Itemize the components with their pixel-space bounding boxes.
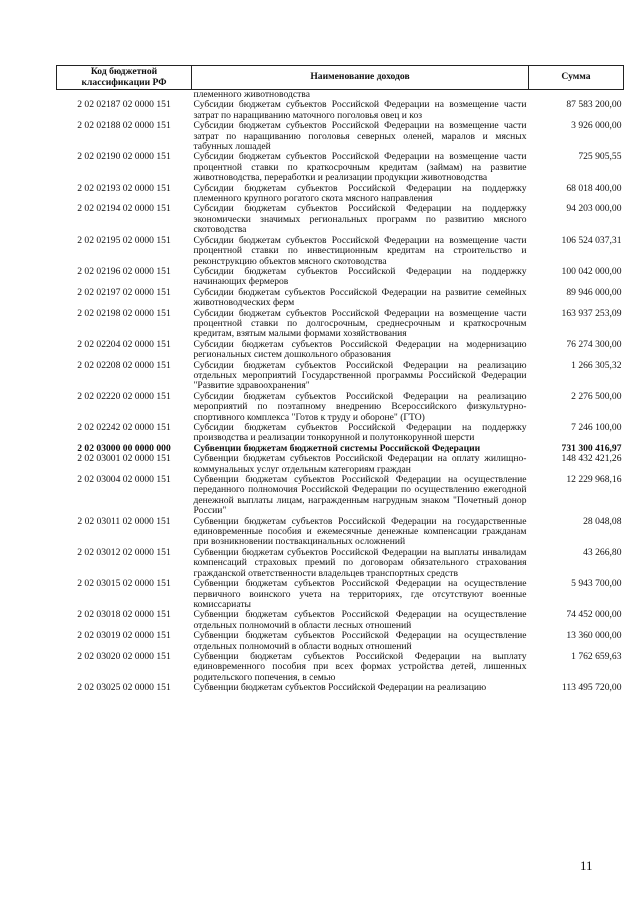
- row-code: 2 02 03018 02 0000 151: [77, 609, 171, 621]
- table-row: [57, 204, 624, 235]
- table-row: [57, 475, 624, 517]
- row-name: племенного животноводства: [193, 89, 310, 100]
- row-sum: 3 926 000,00: [571, 120, 622, 132]
- row-name: Субсидии бюджетам субъектов Российской Федерации на реализацию отдельных мероприятий Государственной программы Российской Федерации "Развитие здравоохранения": [193, 359, 527, 392]
- row-sum: 5 943 700,00: [571, 578, 622, 590]
- revenue-table: [56, 65, 624, 694]
- row-sum: 13 360 000,00: [566, 630, 622, 642]
- row-name: Субвенции бюджетам субъектов Российской Федерации на осуществление отдельных полномочий в области лесных отношений: [193, 609, 527, 631]
- row-code: 2 02 03001 02 0000 151: [77, 453, 171, 465]
- row-sum: 100 042 000,00: [561, 265, 622, 277]
- row-code: 2 02 03025 02 0000 151: [77, 682, 171, 694]
- table-row: [57, 309, 624, 340]
- header-sum: Сумма: [529, 66, 624, 90]
- row-sum: 1 266 305,32: [571, 359, 622, 371]
- row-name: Субсидии бюджетам субъектов Российской Федерации на развитие семейных животноводческих ферм: [193, 286, 527, 309]
- row-name: Субсидии бюджетам субъектов Российской Федерации на модернизацию региональных систем дошкольного образования: [193, 338, 527, 361]
- table-row: [57, 454, 624, 475]
- row-code: 2 02 03019 02 0000 151: [77, 630, 171, 642]
- row-sum: 89 946 000,00: [566, 286, 622, 298]
- row-sum: 113 495 720,00: [561, 682, 622, 694]
- row-name: Субсидии бюджетам субъектов Российской Федерации на возмещение части процентной ставки по долгосрочным, среднесрочным и краткосрочным кредитам, взятым малыми формами хозяйствования: [193, 307, 527, 340]
- row-code: 2 02 03000 00 0000 000: [77, 442, 171, 454]
- row-name: Субсидии бюджетам субъектов Российской Федерации на поддержку производства и реализации тонкорунной и полутонкорунной шерсти: [193, 422, 527, 444]
- page-number: 11: [580, 858, 593, 873]
- row-sum: 76 274 300,00: [566, 338, 622, 350]
- table-row: [57, 631, 624, 652]
- row-sum: 94 203 000,00: [566, 203, 622, 215]
- row-code: 2 02 02190 02 0000 151: [77, 151, 171, 163]
- row-sum: 731 300 416,97: [561, 442, 622, 454]
- row-code: 2 02 02188 02 0000 151: [77, 120, 171, 132]
- row-name: Субсидии бюджетам субъектов Российской Федерации на возмещение части затрат по наращиванию поголовья северных оленей, маралов и мясных табунных лошадей: [193, 120, 527, 153]
- row-code: 2 02 02197 02 0000 151: [77, 286, 171, 298]
- row-code: 2 02 02196 02 0000 151: [77, 265, 171, 277]
- table-row: [57, 236, 624, 267]
- table-row: [57, 548, 624, 579]
- row-name: Субсидии бюджетам субъектов Российской Федерации на возмещение части процентной ставки по краткосрочным кредитам (займам) на развитие животноводства, переработки и реализации продукции животноводства: [193, 151, 527, 184]
- row-code: 2 02 03012 02 0000 151: [77, 546, 171, 558]
- row-sum: 68 018 400,00: [566, 182, 622, 194]
- table-row: [57, 267, 624, 288]
- row-sum: 148 432 421,26: [561, 453, 622, 465]
- row-name: Субвенции бюджетам субъектов Российской Федерации на осуществление отдельных полномочий в области водных отношений: [193, 630, 527, 652]
- row-code: 2 02 03004 02 0000 151: [77, 474, 171, 486]
- table-row: [57, 610, 624, 631]
- row-code: 2 02 03015 02 0000 151: [77, 578, 171, 590]
- row-sum: 2 276 500,00: [571, 390, 622, 402]
- row-sum: 87 583 200,00: [566, 99, 622, 111]
- row-name: Субсидии бюджетам субъектов Российской Федерации на поддержку племенного крупного рогатого скота мясного направления: [193, 182, 527, 205]
- document-sheet: [56, 65, 623, 694]
- table-row: [57, 184, 624, 205]
- table-row: [57, 100, 624, 121]
- row-sum: 725 905,55: [578, 151, 622, 163]
- row-sum: 12 229 968,16: [566, 474, 622, 486]
- row-code: 2 02 03020 02 0000 151: [77, 650, 171, 662]
- table-row: [57, 423, 624, 444]
- row-name: Субвенции бюджетам бюджетной системы Российской Федерации: [193, 442, 481, 454]
- row-code: 2 02 02220 02 0000 151: [77, 390, 171, 402]
- row-name: Субсидии бюджетам субъектов Российской Федерации на реализацию мероприятий по поэтапному внедрению Всероссийского физкультурно-спортивного комплекса "Готов к труду и обороне" (ГТО): [193, 390, 527, 423]
- row-name: Субсидии бюджетам субъектов Российской Федерации на возмещение части процентной ставки по инвестиционным кредитам на строительство и реконструкцию объектов мясного скотоводства: [193, 234, 527, 267]
- row-sum: 43 266,80: [583, 546, 622, 558]
- row-code: 2 02 02242 02 0000 151: [77, 422, 171, 433]
- row-sum: 163 937 253,09: [561, 307, 622, 319]
- row-code: 2 02 03011 02 0000 151: [77, 515, 171, 527]
- row-sum: 1 762 659,63: [571, 650, 622, 662]
- row-code: 2 02 02208 02 0000 151: [77, 359, 171, 371]
- table-row: [57, 288, 624, 309]
- table-header-row: [57, 66, 624, 90]
- table-row: [57, 340, 624, 361]
- row-name: Субвенции бюджетам субъектов Российской Федерации на реализацию: [193, 682, 487, 694]
- row-name: Субвенции бюджетам субъектов Российской Федерации на выплаты инвалидам компенсаций страховых премий по договорам обязательного страхования гражданской ответственности владельцев транспортных средств: [193, 546, 527, 579]
- table-row: [57, 121, 624, 152]
- table-row: [57, 579, 624, 610]
- row-code: 2 02 02194 02 0000 151: [77, 203, 171, 215]
- row-code: 2 02 02204 02 0000 151: [77, 338, 171, 350]
- table-row: [57, 361, 624, 392]
- row-name: Субвенции бюджетам субъектов Российской Федерации на оплату жилищно-коммунальных услуг отдельным категориям граждан: [193, 453, 527, 475]
- row-name: Субсидии бюджетам субъектов Российской Федерации на возмещение части затрат по наращиванию маточного поголовья овец и коз: [193, 99, 527, 121]
- row-name: Субвенции бюджетам субъектов Российской Федерации на выплату единовременного пособия при всех формах устройства детей, лишенных родительского попечения, в семью: [193, 650, 527, 683]
- header-name: Наименование доходов: [192, 66, 529, 90]
- row-code: 2 02 02198 02 0000 151: [77, 307, 171, 319]
- row-name: Субсидии бюджетам субъектов Российской Федерации на поддержку начинающих фермеров: [193, 265, 527, 288]
- table-row: [57, 683, 624, 693]
- row-name: Субвенции бюджетам субъектов Российской Федерации на осуществление переданного полномочия Российской Федерации по осуществлению ежегодной денежной выплаты лицам, награжденным нагрудным знаком "Почетный донор России": [193, 474, 527, 517]
- table-body: [57, 90, 624, 694]
- header-code: Код бюджетной классификации РФ: [57, 66, 192, 90]
- row-code: 2 02 02195 02 0000 151: [77, 234, 171, 246]
- table-row: [57, 652, 624, 683]
- table-row: [57, 152, 624, 183]
- row-sum: 7 246 100,00: [571, 422, 622, 433]
- row-sum: 28 048,08: [583, 515, 622, 527]
- table-row: [57, 517, 624, 548]
- row-code: 2 02 02187 02 0000 151: [77, 99, 171, 111]
- row-code: 2 02 02193 02 0000 151: [77, 182, 171, 194]
- table-row: [57, 392, 624, 423]
- row-name: Субвенции бюджетам субъектов Российской Федерации на государственные единовременные пособия и ежемесячные денежные компенсации гражданам при возникновении поствакцинальных осложнений: [193, 515, 527, 548]
- row-sum: 106 524 037,31: [561, 234, 622, 246]
- row-name: Субвенции бюджетам субъектов Российской Федерации на осуществление первичного воинского учета на территориях, где отсутствуют военные комиссариаты: [193, 578, 527, 610]
- row-name: Субсидии бюджетам субъектов Российской Федерации на поддержку экономически значимых региональных программ по развитию мясного скотоводства: [193, 203, 527, 236]
- row-sum: 74 452 000,00: [566, 609, 622, 621]
